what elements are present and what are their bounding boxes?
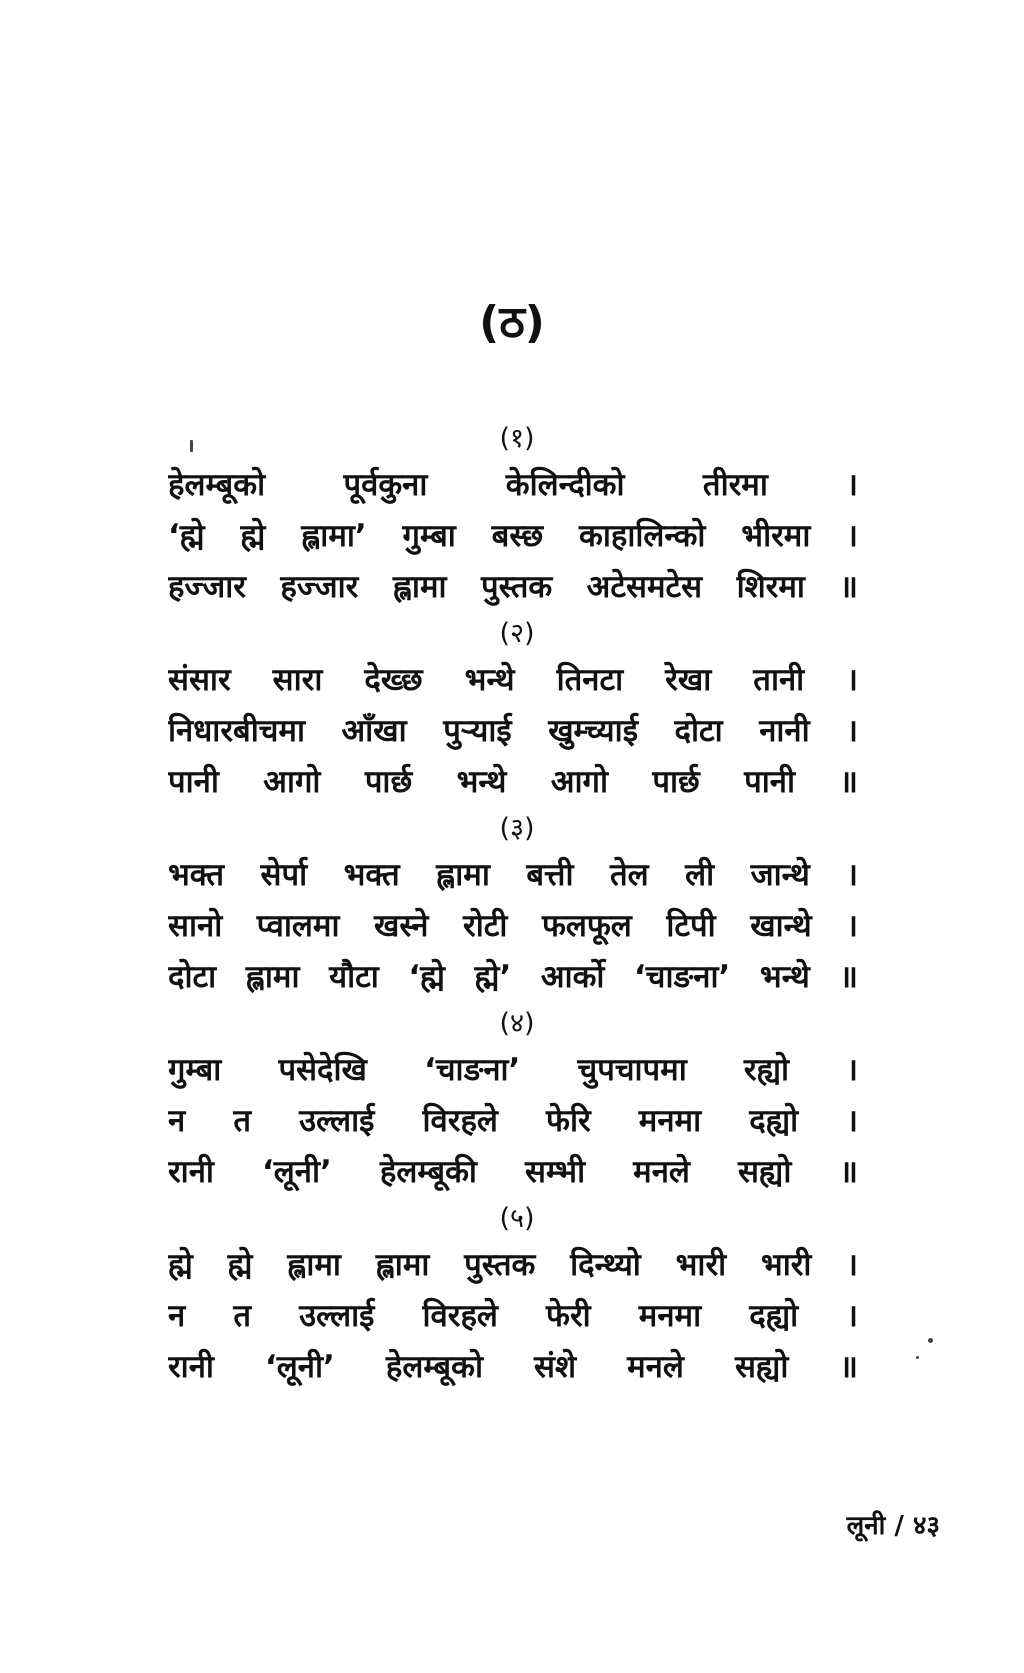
verse-line: न त उल्लाई विरहले फेरि मनमा दह्यो । [168,1103,858,1139]
verse-line: ‘ह्मे ह्मे ह्लामा’ गुम्बा बस्छ काहालिन्को भीरमा । [168,518,858,554]
verse-line: ह्मे ह्मे ह्लामा ह्लामा पुस्तक दिन्थ्यो भारी भारी । [168,1247,858,1283]
verse-line: भक्त सेर्पा भक्त ह्लामा बत्ती तेल ली जान्थे । [168,857,858,893]
verse-line: पानी आगो पार्छ भन्थे आगो पार्छ पानी ॥ [168,764,858,800]
verse-line: हज्जार हज्जार ह्लामा पुस्तक अटेसमटेस शिरमा ॥ [168,569,858,605]
page-footer: लूनी / ४३ [846,1511,940,1541]
stanza-number: (१) [499,423,535,454]
chapter-heading: (ठ) [479,297,545,348]
stanza [168,418,858,613]
verse-line: न त उल्लाई विरहले फेरी मनमा दह्यो । [168,1298,858,1334]
stanza-number: (४) [499,1008,535,1039]
verse-line: सानो प्वालमा खस्ने रोटी फलफूल टिपी खान्थे । [168,908,858,944]
stanza [168,1198,858,1393]
verse-line: गुम्बा पसेदेखि ‘चाङना’ चुपचापमा रह्यो । [168,1052,858,1088]
stanza [168,613,858,808]
stanza [168,808,858,1003]
scan-speck [928,1338,933,1343]
verse-line: रानी ‘लूनी’ हेलम्बूको संशे मनले सह्यो ॥ [168,1349,858,1385]
verse-line: संसार सारा देख्छ भन्थे तिनटा रेखा तानी । [168,662,858,698]
stanza [168,1003,858,1198]
verse-line: रानी ‘लूनी’ हेलम्बूकी सम्भी मनले सह्यो ॥ [168,1154,858,1190]
scan-speck [916,1356,919,1359]
stanza-number: (२) [499,618,535,649]
scan-speck [190,440,193,452]
poem [168,418,858,1393]
stanza-number: (३) [499,813,535,844]
verse-line: हेलम्बूको पूर्वकुना केलिन्दीको तीरमा । [168,467,858,503]
verse-line: दोटा ह्लामा यौटा ‘ह्मे ह्मे’ आर्को ‘चाङना’ भन्थे ॥ [168,959,858,995]
verse-line: निधारबीचमा आँखा पुऱ्याई खुम्च्याई दोटा नानी । [168,713,858,749]
stanza-number: (५) [499,1203,535,1234]
